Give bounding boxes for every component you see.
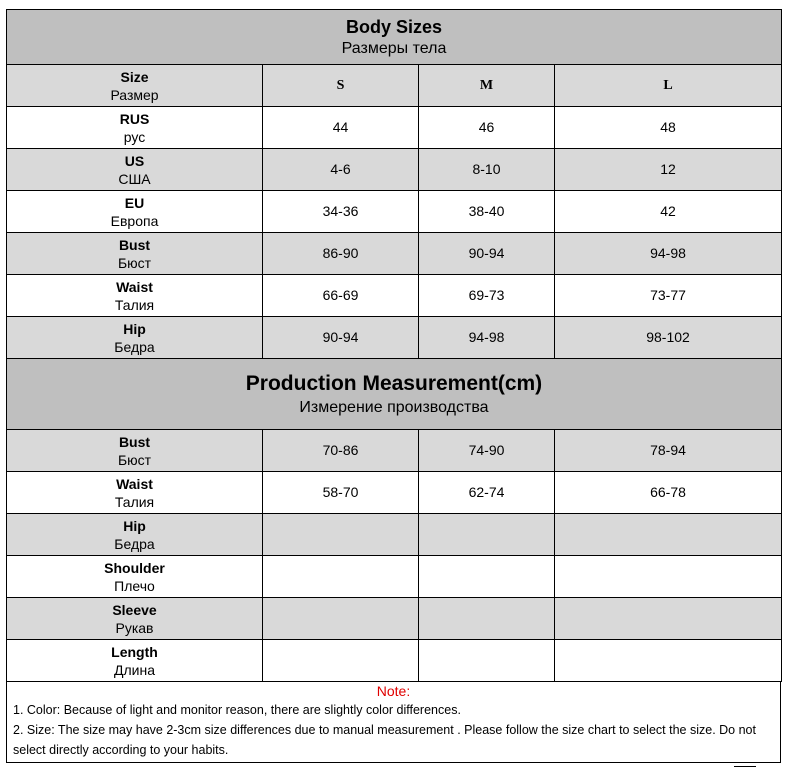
table-row [7,640,782,682]
table-cell: 69-73 [419,275,555,317]
table-cell: 94-98 [419,317,555,359]
table-cell: 42 [555,191,782,233]
table-row [7,233,782,275]
table-cell: 4-6 [263,149,419,191]
table-cell: 38-40 [419,191,555,233]
size-table [6,9,782,682]
row-label: Hip Бедра [7,317,263,359]
table-cell: 78-94 [555,430,782,472]
row-label: US США [7,149,263,191]
table-cell [419,598,555,640]
table-cell [263,598,419,640]
table-row [7,514,782,556]
note-color: 1. Color: Because of light and monitor reason, there are slightly color differences. [13,703,461,717]
note-size: 2. Size: The size may have 2-3cm size differences due to manual measurement . Please follow the size chart to select the size. Do not select directly according to your habits. [13,723,756,757]
size-header-row [7,65,782,107]
table-cell: 73-77 [555,275,782,317]
body-sizes-title-row [7,10,782,65]
production-title: Production Measurement(cm) [245,372,543,395]
row-label: Bust Бюст [7,430,263,472]
size-chart [6,9,781,763]
row-label: RUS рус [7,107,263,149]
row-label: Waist Талия [7,275,263,317]
table-cell: 94-98 [555,233,782,275]
table-cell: 48 [555,107,782,149]
body-sizes-title-cell [7,10,782,65]
table-row [7,149,782,191]
table-cell [555,598,782,640]
table-cell [555,556,782,598]
table-cell: 8-10 [419,149,555,191]
row-label: Shoulder Плечо [7,556,263,598]
table-row [7,430,782,472]
table-cell: 86-90 [263,233,419,275]
size-header-l: L [555,65,782,107]
row-label: EU Европа [7,191,263,233]
notes-title: Note: [376,683,411,699]
table-cell: 46 [419,107,555,149]
table-cell: 90-94 [263,317,419,359]
size-header-s: S [263,65,419,107]
table-cell: 58-70 [263,472,419,514]
table-cell: 74-90 [419,430,555,472]
table-cell: 62-74 [419,472,555,514]
row-label: Bust Бюст [7,233,263,275]
row-label: Hip Бедра [7,514,263,556]
table-row [7,472,782,514]
body-sizes-title: Body Sizes [345,17,443,37]
table-cell [263,640,419,682]
size-header-m: M [419,65,555,107]
table-row [7,598,782,640]
table-row [7,275,782,317]
production-title-row [7,359,782,430]
table-cell [555,640,782,682]
row-label: Sleeve Рукав [7,598,263,640]
table-cell: 12 [555,149,782,191]
table-cell: 66-78 [555,472,782,514]
row-label: Waist Талия [7,472,263,514]
table-cell [263,556,419,598]
table-cell: 34-36 [263,191,419,233]
table-row [7,317,782,359]
body-sizes-subtitle: Размеры тела [341,40,447,57]
table-cell [555,514,782,556]
table-row [7,191,782,233]
table-cell: 98-102 [555,317,782,359]
corner-mark [734,766,756,771]
notes-section [6,682,781,763]
table-cell [419,640,555,682]
production-title-cell [7,359,782,430]
production-subtitle: Измерение производства [299,399,489,416]
table-cell: 44 [263,107,419,149]
table-cell [419,556,555,598]
table-cell [419,514,555,556]
table-cell: 70-86 [263,430,419,472]
row-label: Length Длина [7,640,263,682]
table-cell [263,514,419,556]
table-row [7,556,782,598]
table-cell: 90-94 [419,233,555,275]
table-row [7,107,782,149]
table-cell: 66-69 [263,275,419,317]
size-header-label: Size Размер [7,65,263,107]
